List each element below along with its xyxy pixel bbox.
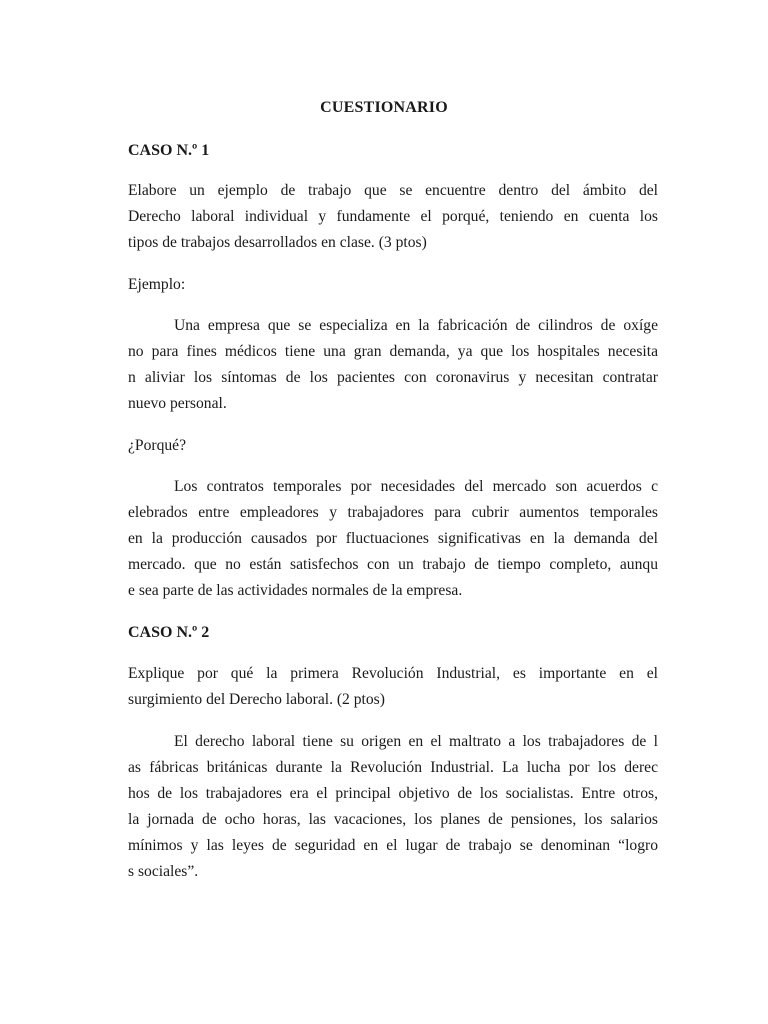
text-line: surgimiento del Derecho laboral. (2 ptos): [128, 691, 385, 708]
case-2-heading: CASO N.º 2: [128, 624, 210, 641]
example-paragraph: [128, 313, 658, 417]
text-line: mercado. que no están satisfechos con un trabajo de tiempo completo, aunqu: [128, 556, 658, 573]
example-label: Ejemplo:: [128, 276, 186, 293]
text-line: Una empresa que se especializa en la fabricación de cilindros de oxíge: [174, 317, 658, 334]
case-1-heading: CASO N.º 1: [128, 142, 210, 159]
text-line: hos de los trabajadores era el principal objetivo de los socialistas. Entre otros,: [128, 785, 658, 802]
text-line: nuevo personal.: [128, 395, 227, 412]
text-line: Derecho laboral individual y fundamente el porqué, teniendo en cuenta los: [128, 208, 658, 225]
case-2-answer: [128, 729, 658, 885]
text-line: Los contratos temporales por necesidades del mercado son acuerdos c: [174, 478, 658, 495]
text-line: en la producción causados por fluctuaciones significativas en la demanda del: [128, 530, 658, 547]
page-title: CUESTIONARIO: [320, 99, 448, 116]
text-line: Explique por qué la primera Revolución Industrial, es importante en el: [128, 665, 658, 682]
text-line: n aliviar los síntomas de los pacientes con coronavirus y necesitan contratar: [128, 369, 658, 386]
text-line: mínimos y las leyes de seguridad en el lugar de trabajo se denominan “logro: [128, 837, 658, 854]
text-line: tipos de trabajos desarrollados en clase. (3 ptos): [128, 234, 427, 251]
text-line: la jornada de ocho horas, las vacaciones, los planes de pensiones, los salarios: [128, 811, 658, 828]
why-label: ¿Porqué?: [128, 437, 187, 454]
text-line: no para fines médicos tiene una gran demanda, ya que los hospitales necesita: [128, 343, 658, 360]
text-line: e sea parte de las actividades normales de la empresa.: [128, 582, 463, 599]
case-2-question: [128, 661, 658, 713]
why-paragraph: [128, 474, 658, 604]
text-line: as fábricas británicas durante la Revolución Industrial. La lucha por los derec: [128, 759, 658, 776]
case-1-question: [128, 178, 658, 256]
text-line: s sociales”.: [128, 863, 199, 880]
text-line: elebrados entre empleadores y trabajadores para cubrir aumentos temporales: [128, 504, 658, 521]
text-line: El derecho laboral tiene su origen en el maltrato a los trabajadores de l: [174, 733, 658, 750]
text-line: Elabore un ejemplo de trabajo que se encuentre dentro del ámbito del: [128, 182, 658, 199]
